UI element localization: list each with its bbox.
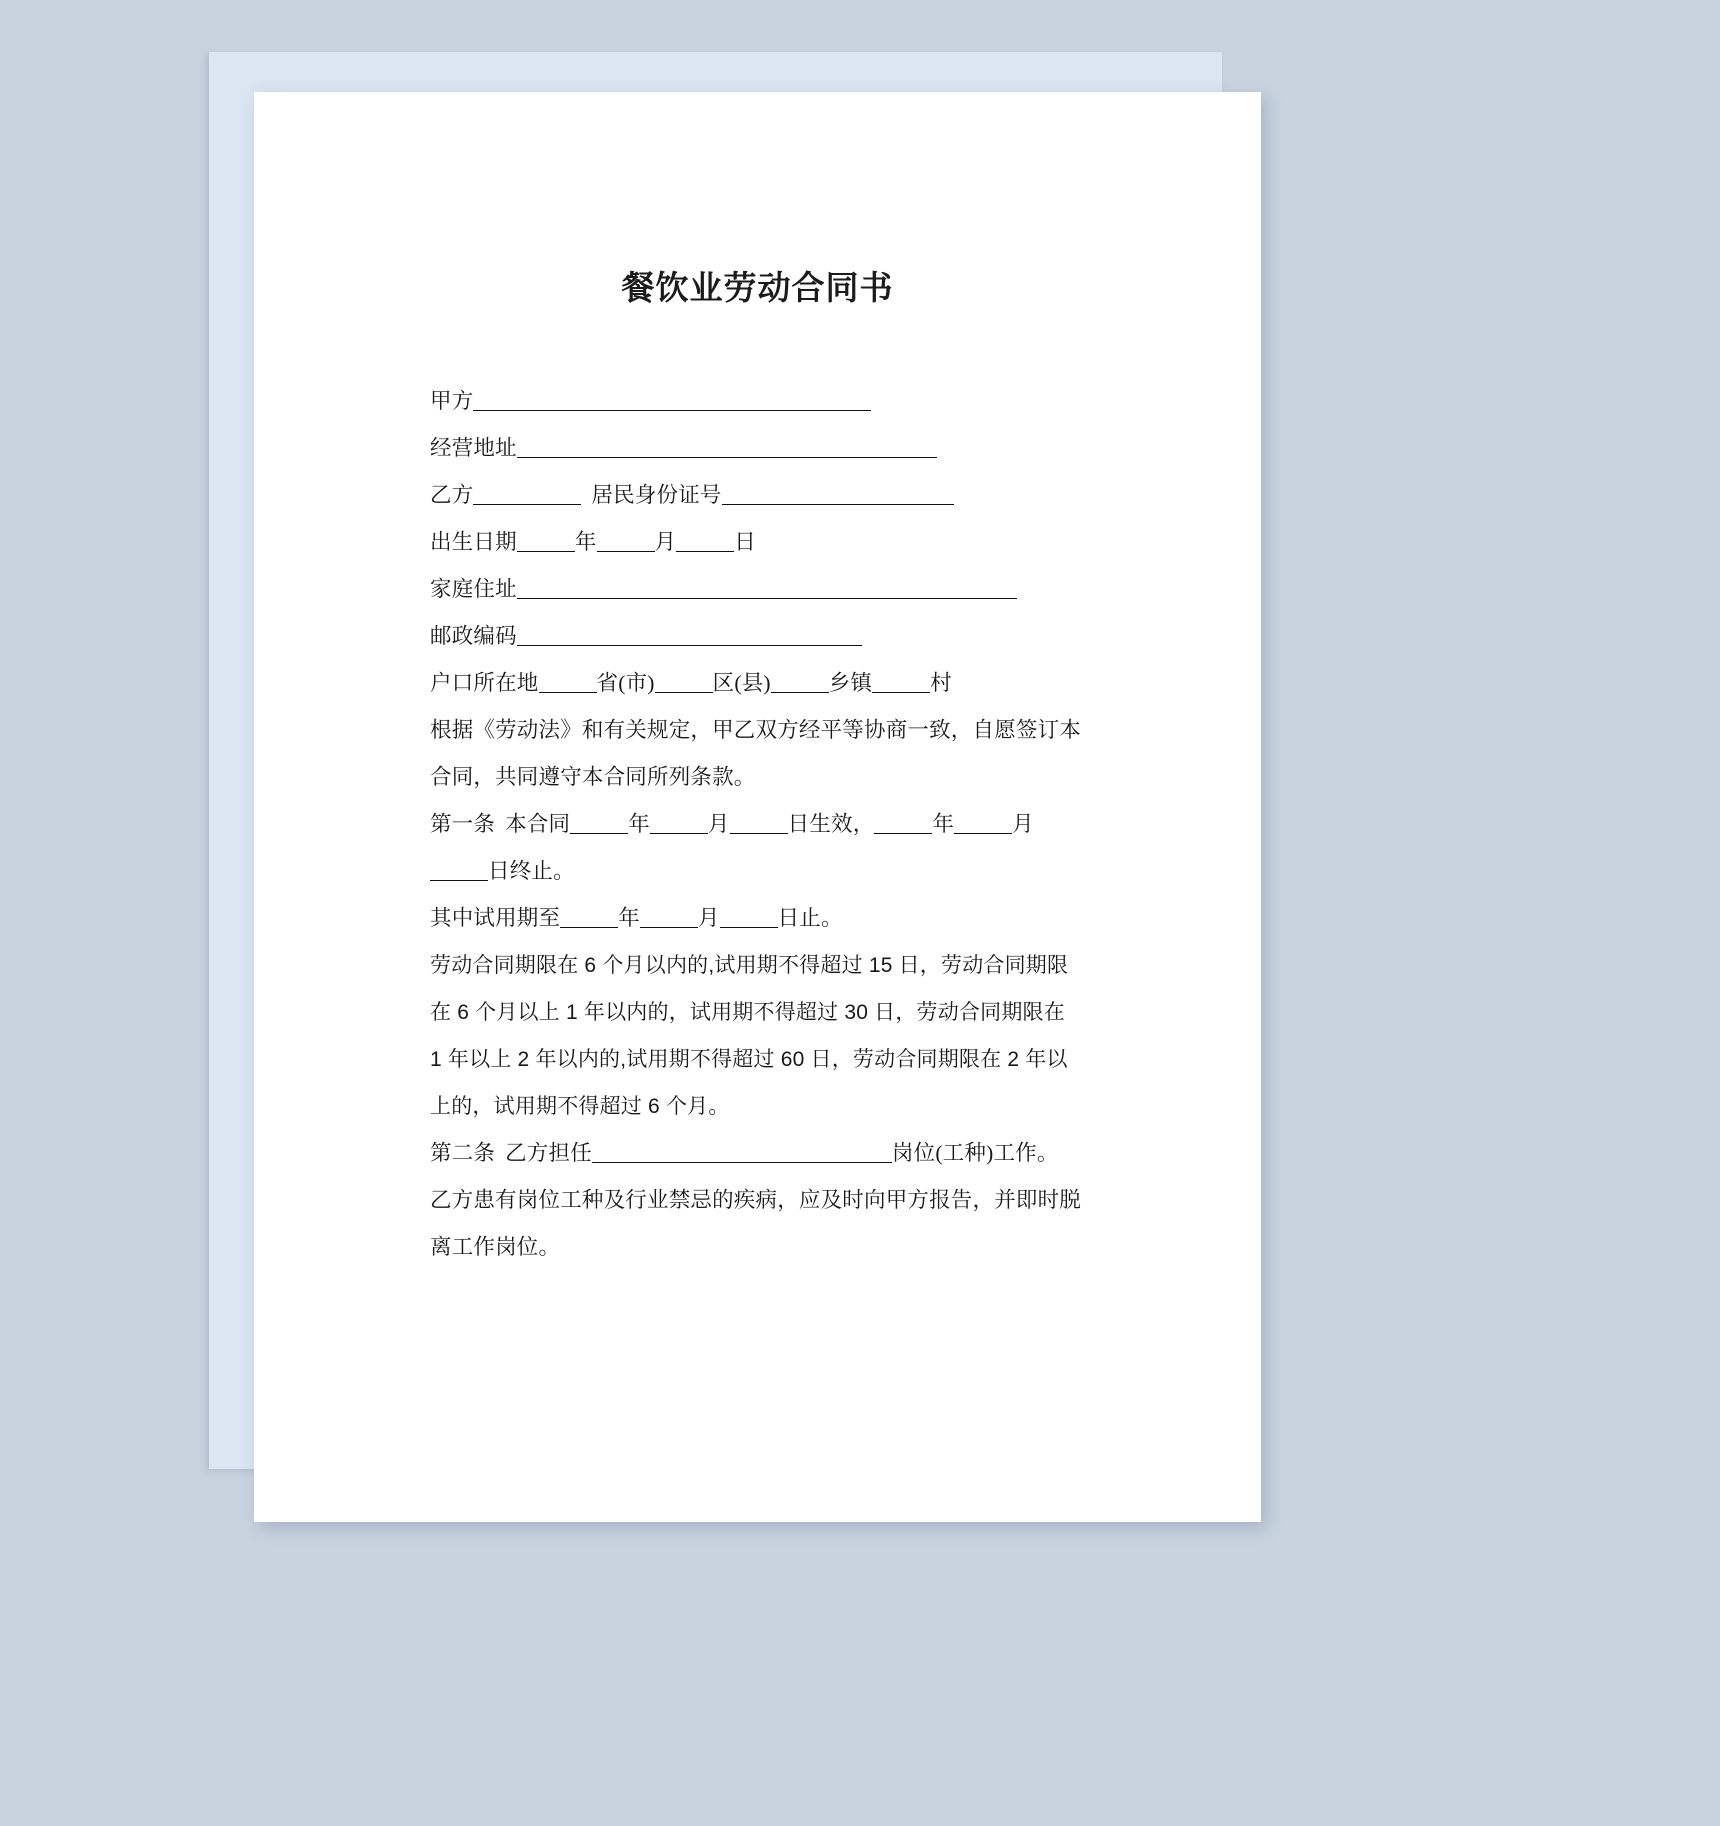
district-unit: 区(县): [712, 671, 771, 695]
birth-month-input[interactable]: [597, 531, 655, 552]
trial-day-input[interactable]: [720, 907, 778, 928]
trial-period-label: 其中试用期至: [430, 906, 561, 930]
clause-1-text: 本合同: [505, 812, 571, 836]
clause-2-text: 乙方担任: [505, 1141, 592, 1165]
clause-1-number: 第一条: [430, 812, 496, 836]
birth-year-input[interactable]: [517, 531, 575, 552]
clause-1-line-2: [430, 848, 1094, 895]
document-page: [254, 92, 1261, 1522]
effective-suffix: 日生效，: [787, 812, 875, 836]
effective-year-input[interactable]: [570, 813, 628, 834]
terminate-year-input[interactable]: [874, 813, 932, 834]
field-row-birth-date: [430, 519, 1094, 566]
probation-line-4: 上的，试用期不得超过 6 个月。: [430, 1095, 730, 1118]
terminate-day-input[interactable]: [430, 860, 488, 881]
birth-day-unit: 日: [734, 530, 756, 554]
document-content: [254, 92, 1261, 1522]
clause-2-line-1: [430, 1130, 1094, 1177]
province-unit: 省(市): [596, 671, 655, 695]
terminate-year-unit: 年: [932, 812, 955, 836]
field-row-business-address: [430, 425, 1094, 472]
terminate-month-input[interactable]: [954, 813, 1012, 834]
trial-year-input[interactable]: [560, 907, 618, 928]
document-body: [430, 378, 1094, 1271]
preamble-line-2: 合同，共同遵守本合同所列条款。: [430, 765, 756, 789]
clause-2-number: 第二条: [430, 1141, 496, 1165]
preamble-line-1: 根据《劳动法》和有关规定，甲乙双方经平等协商一致，自愿签订本: [430, 718, 1082, 742]
effective-month-input[interactable]: [650, 813, 708, 834]
township-unit: 乡镇: [828, 671, 873, 695]
birth-year-unit: 年: [574, 530, 597, 554]
household-label: 户口所在地: [430, 671, 539, 695]
trial-month-unit: 月: [697, 906, 720, 930]
probation-line-1: 劳动合同期限在 6 个月以内的,试用期不得超过 15 日，劳动合同期限: [430, 954, 1069, 977]
terminate-suffix: 日终止。: [488, 859, 575, 883]
id-number-input[interactable]: [722, 484, 954, 505]
birth-month-unit: 月: [654, 530, 677, 554]
household-province-input[interactable]: [539, 672, 597, 693]
trial-suffix: 日止。: [777, 906, 843, 930]
party-b-label: 乙方: [430, 483, 474, 507]
clause-1-line-1: [430, 801, 1094, 848]
effective-day-input[interactable]: [730, 813, 788, 834]
business-address-input[interactable]: [517, 437, 937, 458]
home-address-input[interactable]: [517, 578, 1017, 599]
postcode-input[interactable]: [517, 625, 862, 646]
home-address-label: 家庭住址: [430, 577, 517, 601]
trial-month-input[interactable]: [640, 907, 698, 928]
party-b-input[interactable]: [473, 484, 581, 505]
business-address-label: 经营地址: [430, 436, 517, 460]
field-row-postcode: [430, 613, 1094, 660]
trial-year-unit: 年: [618, 906, 640, 930]
household-township-input[interactable]: [771, 672, 829, 693]
clause-2-health-line-1: 乙方患有岗位工种及行业禁忌的疾病，应及时向甲方报告，并即时脱: [430, 1188, 1082, 1212]
field-row-household: [430, 660, 1094, 707]
birth-date-label: 出生日期: [430, 530, 517, 554]
effective-year-unit: 年: [628, 812, 650, 836]
clause-2-suffix: 岗位(工种)工作。: [891, 1141, 1059, 1165]
party-a-label: 甲方: [430, 389, 474, 413]
birth-day-input[interactable]: [676, 531, 734, 552]
probation-line-2: 在 6 个月以上 1 年以内的，试用期不得超过 30 日，劳动合同期限在: [430, 1001, 1065, 1024]
probation-line-3: 1 年以上 2 年以内的,试用期不得超过 60 日，劳动合同期限在 2 年以: [430, 1048, 1068, 1071]
effective-month-unit: 月: [707, 812, 730, 836]
field-row-home-address: [430, 566, 1094, 613]
trial-period-line: [430, 895, 1094, 942]
field-row-party-a: [430, 378, 1094, 425]
household-village-input[interactable]: [872, 672, 930, 693]
household-district-input[interactable]: [655, 672, 713, 693]
page-title: 餐饮业劳动合同书: [621, 269, 894, 306]
clause-2-health-line-2: 离工作岗位。: [430, 1235, 561, 1259]
terminate-month-unit: 月: [1012, 812, 1034, 836]
id-number-label: 居民身份证号: [591, 483, 722, 507]
party-a-input[interactable]: [473, 390, 871, 411]
position-input[interactable]: [592, 1142, 892, 1163]
field-row-party-b: [430, 472, 1094, 519]
postcode-label: 邮政编码: [430, 624, 517, 648]
village-unit: 村: [930, 671, 952, 695]
